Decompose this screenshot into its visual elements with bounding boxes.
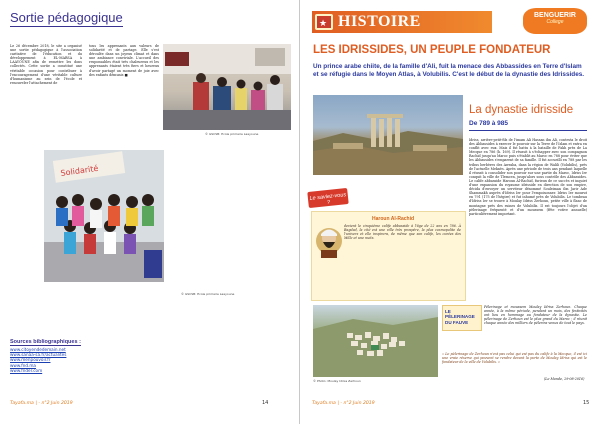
portrait-haroun <box>316 224 342 258</box>
photo-donation-event <box>163 44 291 130</box>
article-headline: LES IDRISSIDES, UN PEUPLE FONDATEUR <box>313 44 551 56</box>
photo-caption: © GSCSB: Ecole primaire Laayoune <box>205 132 259 136</box>
photo-caption: © GSCSB: Ecole primaire Laayoune <box>181 292 235 296</box>
page-number: 15 <box>583 400 590 406</box>
pilgrimage-quote: « Le pèlerinage de Zerhoun n'est pas celui qui est pas du calife à la Mecque, il est ici une vraie réserve qui peuvent se rendre devant la porte de Moulay Idriss qui est le fondateur de la ville de Volubilis. » <box>442 352 587 365</box>
logo-text-bottom: College <box>546 19 564 25</box>
photo-children-group <box>44 150 164 282</box>
dynasty-title: La dynastie idrisside <box>469 104 574 116</box>
dynasty-dates: De 789 à 985 <box>469 120 509 127</box>
source-link[interactable]: www.sanaa-sa.fr/actualites <box>10 352 67 358</box>
page-footer: Tayafa.ma | - n°2 Juin 2019 <box>312 401 375 406</box>
solidarity-sign: Solidarité <box>60 163 99 178</box>
source-link[interactable]: www.fnd.ma <box>10 362 36 368</box>
did-you-know-tag <box>307 188 348 208</box>
logo-text-top: BENGUERIR <box>533 12 576 19</box>
source-link[interactable]: www.menpouvoir.fr <box>10 357 51 363</box>
page-number: 14 <box>262 400 269 406</box>
section-title: HISTOIRE <box>338 13 421 30</box>
article-column-2: tous les apprenants aux valeurs de solidarité et de partage. Elle s'est déroulée dans un joyeux climat et dans une ambiance conviviale. L'accueil des responsables était très chaleureux et les apprenants étaient très fiers et heureux d'avoir partagé un moment de joie avec des enfants démunis ■ <box>89 44 159 77</box>
source-link[interactable]: www.citoyendedemain.net <box>10 347 66 352</box>
dynasty-underline <box>469 130 587 131</box>
histoire-flag-icon <box>315 14 333 30</box>
sidebar-name: Haroun Al-Rachid <box>372 216 415 222</box>
right-page <box>300 0 600 424</box>
sources-list <box>10 347 66 373</box>
page-footer: Tayafa.ma | - n°2 Juin 2019 <box>10 401 73 406</box>
article-column-1: Le 26 décembre 2018, le site a organisé une sortie pédagogique à l'association caritative de l'éducation et du développement à EL-MARSA à LAAYOUNE afin de remettre les dons collectés. Cette sortie a constitué une véritable occasion pour contribuer à l'encouragement d'une véritable culture d'humanisme au sein de l'école et renouveler l'attachement de <box>10 44 82 85</box>
did-you-know-label: Le saviez-vous ? <box>309 192 347 207</box>
source-link[interactable]: www.fnder.com <box>10 367 43 373</box>
sidebar-panel <box>311 211 466 301</box>
quote-source: (Le Monde, 29-08-2016) <box>544 377 585 381</box>
photo-moulay-idriss-town <box>313 305 438 377</box>
sources-title: Sources bibliographiques : <box>10 339 81 345</box>
article-body: Idriss, arrière-petit-fils de l'imam Ali Hassan ibn Ali, contesta le droit des Abbassides à exercer le pouvoir sur la Terre de l'Islam et entra en conflit avec eux. Mais il fut battu à la bataille de Fakh près de La Mecque en 786 (h. 169). Il réussit à s'échapper avec son compagnon Rachid jusqu'au Maroc puis s'établit au Maroc en 788 pour éviter que les Abbassides s'emparent de sa famille. Il fut accueilli en 788 par les tribus berbères des Awraba, dans la région de Walili (Volubilis), près de l'actuelle Meknès. Après une période de trois ans pendant laquelle il réussit à consolider son pouvoir sur une partie du Maroc, Idriss Ier conquit la ville de Tlemcen, jusqu'alors sous contrôle des Abbassides. Le calife abbasside Haroun Al-Rachid, furieux de ce succès et inquiet d'une expansion du royaume idrisside en direction de son empire, décida d'envoyer un serviteur dénommé Souleiman ibn Jarir Ade Shammakh auprès d'Idriss Ier pour l'empoisonner. Idriss Ier mourut en 791 (175 de l'hégire) et fut inhumé près de Volubilis. Le tombeau d'Idriss Ier se trouve à Moulay Idriss Zerhoun, petite ville à flanc de montagne près des ruines de Volubilis. Il est toujours l'objet d'un pèlerinage fréquenté et d'un moussem (fête votive annuelle) particulièrement important. <box>469 138 587 216</box>
pilgrimage-title-box <box>442 305 482 331</box>
histoire-banner <box>312 11 492 33</box>
pilgrimage-text: Pèlerinage et moussem Moulay Idriss Zerhoun. Chaque année, à la même période, pendant un mois, des festivités ont lieu en hommage au fondateur de la dynastie. Le pèlerinage de Zerhoun est le plus grand du Maroc ; il réunit chaque année des milliers de pèlerins venus de tout le pays. <box>484 305 587 326</box>
article-lead: Un prince arabe chiite, de la famille d'Ali, fuit la menace des Abbassides en Terre d'Islam et se réfugie dans le Moyen Atlas, à Volubilis. C'est le début de la dynastie des Idrissides. <box>313 63 585 78</box>
photo-caption: © Photo: Moulay Idriss Zerhoun <box>313 379 361 383</box>
svg-text:★: ★ <box>319 19 328 29</box>
page-title: Sortie pédagogique <box>10 10 123 25</box>
pilgrimage-title: LE PÈLERINAGE DU FAUVE <box>445 309 475 325</box>
college-logo <box>523 8 587 34</box>
photo-volubilis-ruins <box>313 95 463 175</box>
sidebar-text: devient le cinquième calife abbasside à l'âge de 22 ans en 786. À Bagdad, la cité est une ville très prospère, la plus cosmopolite de l'univers et elle inspirera, de même que son calife, les contes des Mille et une nuits. <box>344 224 461 241</box>
